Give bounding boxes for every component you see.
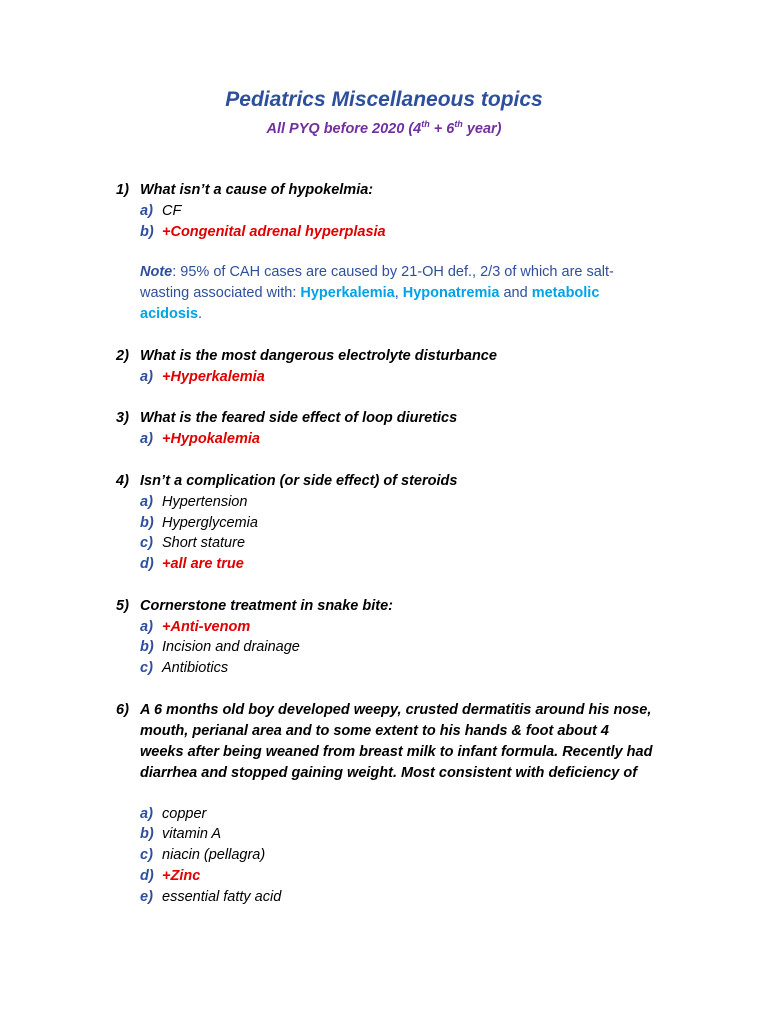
option-6c	[140, 845, 660, 866]
option-6a	[140, 804, 660, 825]
option-text: Hyperglycemia	[162, 515, 258, 531]
option-5c	[140, 658, 660, 679]
option-letter: d)	[140, 556, 154, 572]
option-text-correct: +Hyperkalemia	[162, 369, 265, 385]
question-1	[116, 180, 656, 201]
note-highlight-hyponatremia: Hyponatremia	[402, 285, 500, 301]
note-end: .	[198, 306, 203, 322]
option-text: Hypertension	[162, 494, 248, 510]
subtitle-pre: All PYQ before 2020 (4	[266, 120, 422, 137]
question-text: What is the most dangerous electrolyte disturbance	[140, 348, 497, 364]
subtitle-sup-1: th	[421, 119, 430, 129]
option-text: essential fatty acid	[162, 889, 282, 905]
question-6	[116, 700, 656, 784]
question-number: 1)	[116, 182, 129, 198]
option-text-correct: +Hypokalemia	[162, 431, 260, 447]
option-6b	[140, 824, 660, 845]
subtitle-sup-2: th	[454, 119, 463, 129]
question-number: 6)	[116, 702, 129, 718]
question-text: A 6 months old boy developed weepy, crusted dermatitis around his nose, mouth, perianal area and to some extent to his hands & foot about 4 weeks after being weaned from breast milk to infant formula. Recently had diarrhea and stopped gaining weight. Most consistent with deficiency of	[140, 702, 653, 781]
option-text: copper	[162, 806, 207, 822]
note-sep-1: ,	[394, 285, 403, 301]
option-1b	[140, 222, 660, 243]
question-4	[116, 471, 656, 492]
question-number: 4)	[116, 473, 129, 489]
option-5a	[140, 617, 660, 638]
option-letter: b)	[140, 224, 154, 240]
option-text: vitamin A	[162, 826, 222, 842]
question-text: Isn’t a complication (or side effect) of steroids	[140, 473, 458, 489]
question-text: What is the feared side effect of loop diuretics	[140, 410, 458, 426]
option-letter: b)	[140, 639, 154, 655]
note-text: : 95% of CAH cases are caused by 21-OH def., 2/3 of which are salt-wasting associated with:	[140, 264, 614, 301]
note-sep-2: and	[499, 285, 532, 301]
option-1a	[140, 201, 660, 222]
option-letter: a)	[140, 619, 153, 635]
option-letter: b)	[140, 515, 154, 531]
note-highlight-metabolic-acidosis: metabolic acidosis	[140, 285, 600, 322]
option-4d	[140, 554, 660, 575]
question-number: 5)	[116, 598, 129, 614]
page-subtitle	[0, 119, 768, 137]
option-6e	[140, 887, 660, 908]
option-letter: a)	[140, 431, 153, 447]
question-3	[116, 408, 656, 429]
option-text: niacin (pellagra)	[162, 847, 266, 863]
option-text: Antibiotics	[162, 660, 229, 676]
option-6d	[140, 866, 660, 887]
question-number: 2)	[116, 348, 129, 364]
option-2a	[140, 367, 660, 388]
option-text: CF	[162, 203, 182, 219]
option-5b	[140, 637, 660, 658]
option-letter: c)	[140, 847, 153, 863]
option-letter: c)	[140, 535, 153, 551]
option-text-correct: +Congenital adrenal hyperplasia	[162, 224, 386, 240]
option-text-correct: +Zinc	[162, 868, 201, 884]
option-text: Short stature	[162, 535, 246, 551]
option-text-correct: +Anti-venom	[162, 619, 251, 635]
option-letter: d)	[140, 868, 154, 884]
note-highlight-hyperkalemia: Hyperkalemia	[300, 285, 395, 301]
option-3a	[140, 429, 660, 450]
note-label: Note	[140, 264, 173, 280]
note-paragraph	[140, 262, 660, 325]
option-4a	[140, 492, 660, 513]
subtitle-post: year)	[462, 120, 502, 137]
option-letter: a)	[140, 369, 153, 385]
option-letter: a)	[140, 203, 153, 219]
question-5	[116, 596, 656, 617]
option-letter: a)	[140, 494, 153, 510]
question-text: What isn’t a cause of hypokelmia:	[140, 182, 374, 198]
question-2	[116, 346, 656, 367]
option-text-correct: +all are true	[162, 556, 244, 572]
option-4c	[140, 533, 660, 554]
option-4b	[140, 513, 660, 534]
question-number: 3)	[116, 410, 129, 426]
question-text: Cornerstone treatment in snake bite:	[140, 598, 393, 614]
subtitle-mid: + 6	[429, 120, 455, 137]
option-letter: e)	[140, 889, 153, 905]
page-title: Pediatrics Miscellaneous topics	[225, 88, 543, 111]
option-letter: a)	[140, 806, 153, 822]
option-text: Incision and drainage	[162, 639, 300, 655]
option-letter: b)	[140, 826, 154, 842]
option-letter: c)	[140, 660, 153, 676]
